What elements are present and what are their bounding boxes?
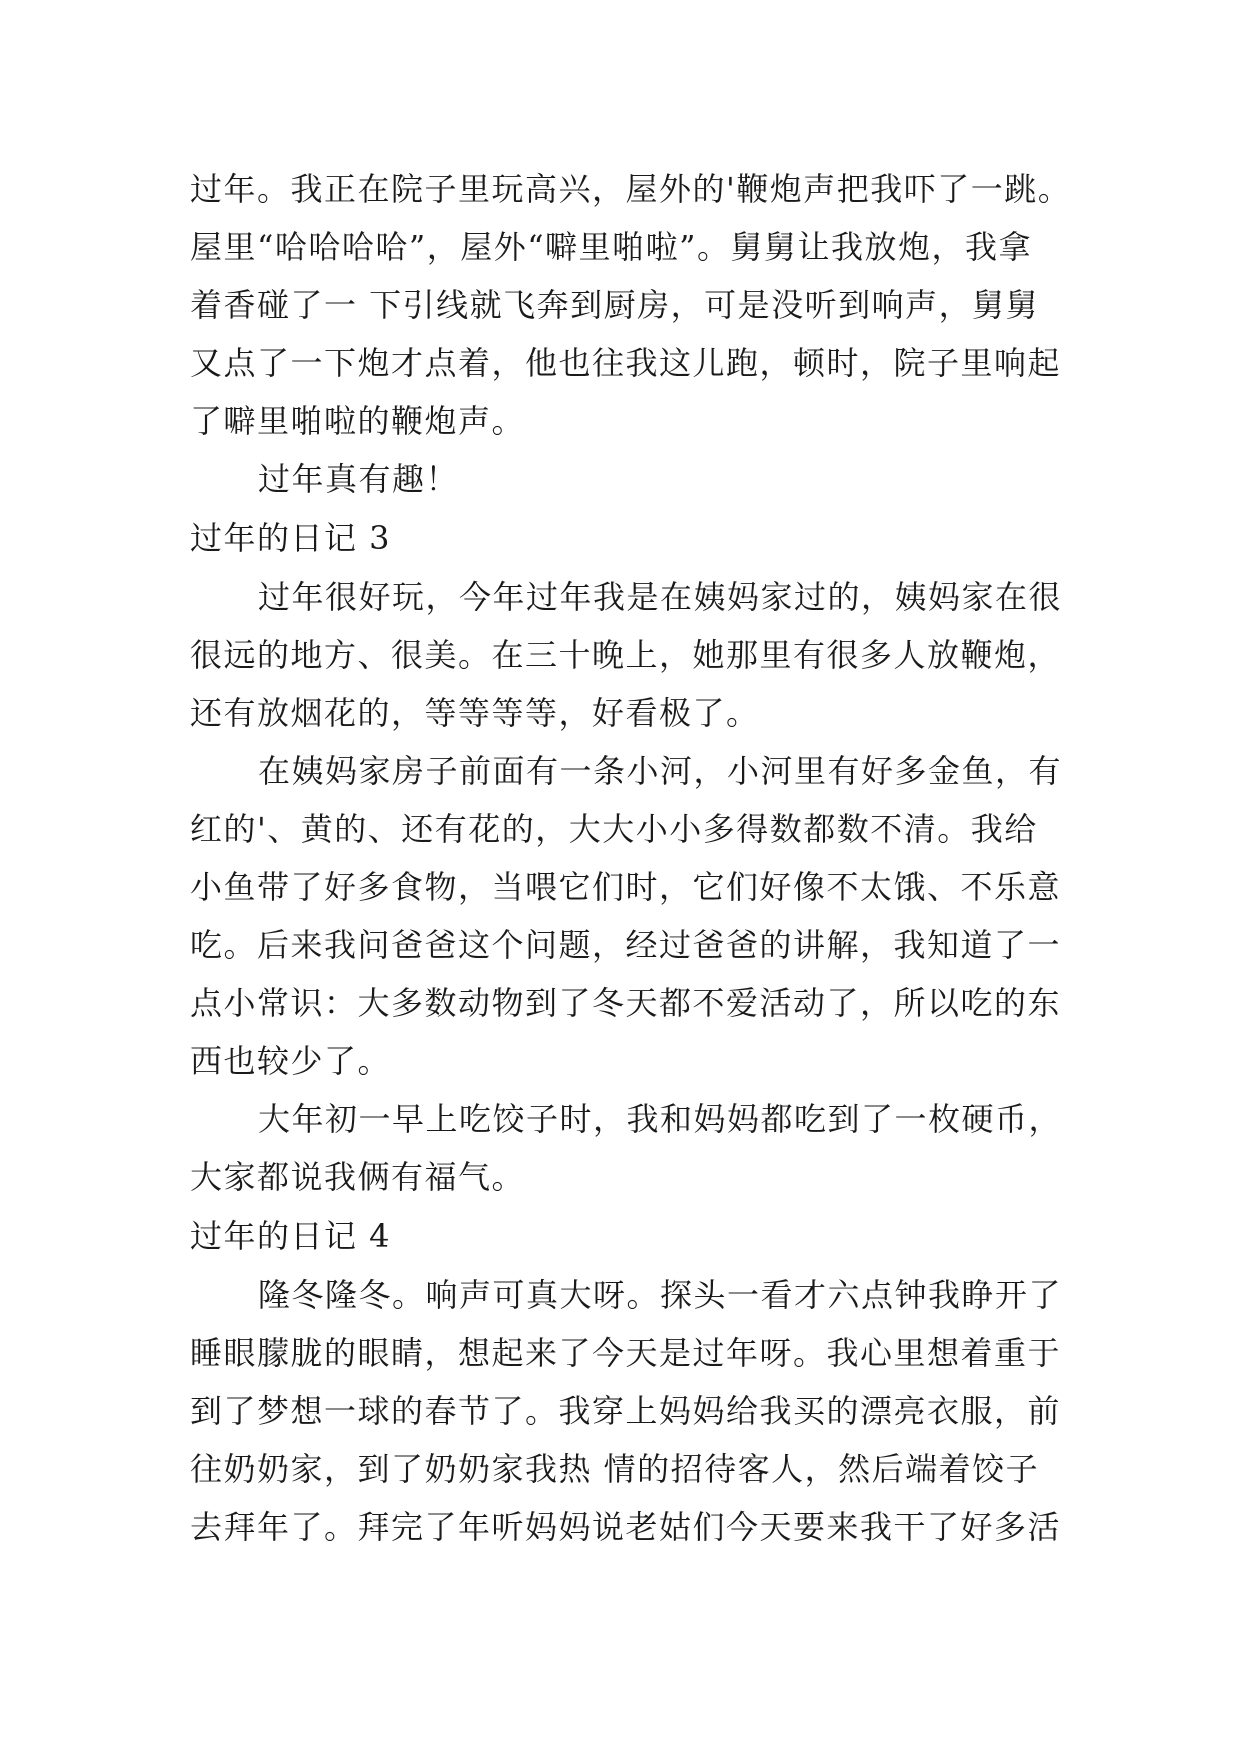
heading-text: 过年的日记 4 — [190, 1217, 392, 1255]
text-line: 大年初一早上吃饺子时，我和妈妈都吃到了一枚硬币， — [258, 1100, 1063, 1138]
text-line: 吃。后来我问爸爸这个问题，经过爸爸的讲解，我知道了一 — [190, 926, 1062, 964]
text-line: 还有放烟花的，等等等等，好看极了。 — [190, 694, 760, 732]
paragraph — [190, 568, 1070, 742]
text-line: 红的'、黄的、还有花的，大大小小多得数都数不清。我给 — [190, 810, 1038, 848]
section-heading — [190, 508, 1070, 568]
text-line: 着香碰了一 下引线就飞奔到厨房，可是没听到响声，舅舅 — [190, 286, 1040, 324]
text-line: 点小常识：大多数动物到了冬天都不爱活动了，所以吃的东 — [190, 984, 1062, 1022]
text-line: 睡眼朦胧的眼睛，想起来了今天是过年呀。我心里想着重于 — [190, 1334, 1062, 1372]
diary-text — [190, 160, 1070, 1556]
text-line: 去拜年了。拜完了年听妈妈说老姑们今天要来我干了好多活 — [190, 1508, 1062, 1546]
text-line: 了噼里啪啦的鞭炮声。 — [190, 402, 526, 440]
text-line: 到了梦想一球的春节了。我穿上妈妈给我买的漂亮衣服，前 — [190, 1392, 1062, 1430]
text-line: 在姨妈家房子前面有一条小河，小河里有好多金鱼，有 — [258, 752, 1063, 790]
text-line: 西也较少了。 — [190, 1042, 392, 1080]
text-line: 大家都说我俩有福气。 — [190, 1158, 526, 1196]
text-line: 很远的地方、很美。在三十晚上，她那里有很多人放鞭炮， — [190, 636, 1062, 674]
text-line: 过年。我正在院子里玩高兴，屋外的'鞭炮声把我吓了一跳。 — [190, 170, 1072, 208]
paragraph — [190, 160, 1070, 450]
text-line: 又点了一下炮才点着，他也往我这儿跑，顿时，院子里响起 — [190, 344, 1062, 382]
text-line: 往奶奶家，到了奶奶家我热 情的招待客人，然后端着饺子 — [190, 1450, 1040, 1488]
section-heading — [190, 1206, 1070, 1266]
text-line: 过年很好玩，今年过年我是在姨妈家过的，姨妈家在很 — [258, 578, 1063, 616]
paragraph — [190, 1090, 1070, 1206]
text-line: 小鱼带了好多食物，当喂它们时，它们好像不太饿、不乐意 — [190, 868, 1062, 906]
paragraph — [190, 450, 1070, 508]
text-line: 过年真有趣！ — [258, 460, 460, 498]
text-line: 隆冬隆冬。响声可真大呀。探头一看才六点钟我睁开了 — [258, 1276, 1063, 1314]
text-line: 屋里“哈哈哈哈”，屋外“噼里啪啦”。舅舅让我放炮，我拿 — [190, 228, 1032, 266]
heading-text: 过年的日记 3 — [190, 519, 392, 557]
paragraph — [190, 742, 1070, 1090]
paragraph — [190, 1266, 1070, 1556]
